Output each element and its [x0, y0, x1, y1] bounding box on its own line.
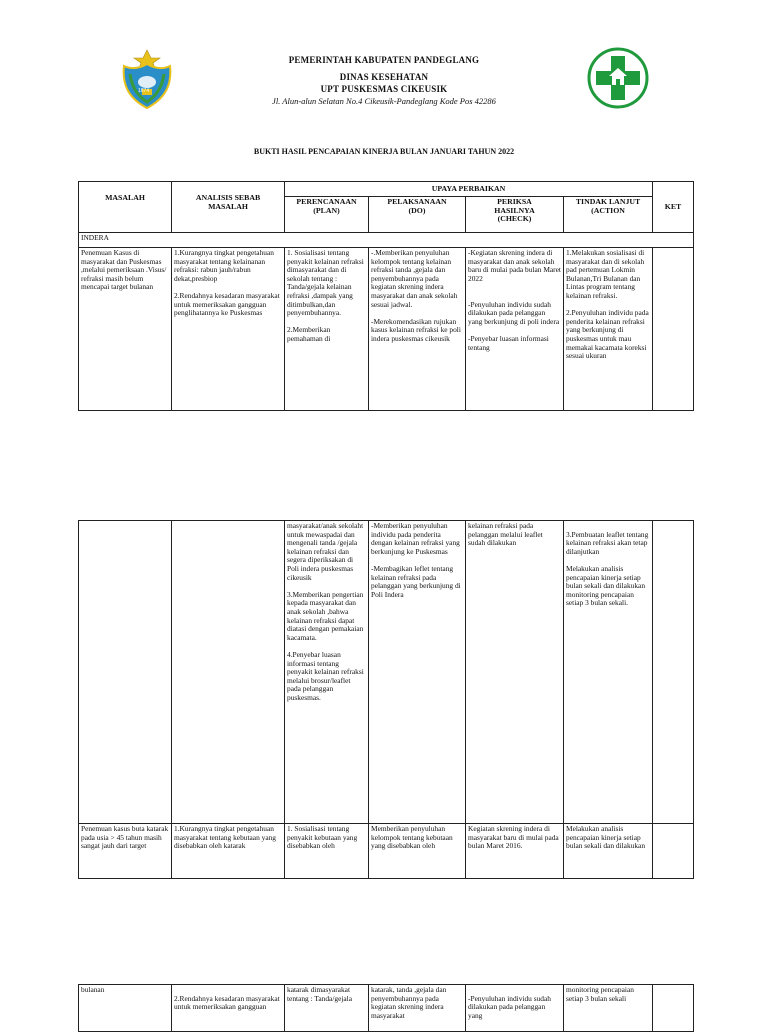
- left-logo-year: 1874: [138, 88, 150, 94]
- cell-plan: masyarakat/anak sekolaht untuk mewaspadai dan mengenali tanda /gejala kelainan refraksi dan segera diperiksakan di Poli indera puskesmas cikeusik 3.Memberikan pengertian kepada masyarakat dan anak sekolah ,bahwa kelainan refraksi dapat diatasi dengan pemakaian kacamata. 4.Penyebar luasan informasi tentang penyakit kelainan refraksi melalui brosur/leaflet pada pelanggan puskesmas.: [285, 521, 369, 824]
- table-page-1: [78, 181, 694, 411]
- cell-analisis: [172, 521, 285, 824]
- cell-masalah: bulanan: [79, 985, 172, 1032]
- cell-plan: 1. Sosialisasi tentang penyakit kebutaan yang disebabkan oleh: [285, 824, 369, 879]
- cell-masalah: Penemuan kasus buta katarak pada usia > 45 tahun masih sangat jauh dari target: [79, 824, 172, 879]
- header-analisis: ANALISIS SEBAB MASALAH: [172, 182, 285, 233]
- cell-action: 1.Melakukan sosialisasi di masyarakat dan di sekolah pad pertemuan Lokmin Bulanan,Tri Bulanan dan Lintas program tentang kelainan refraksi. 2.Penyuluhan individu pada penderita kelainan refraksi yang berkunjung di puskesmas untuk mau memakai kacamata koreksi sesuai ukuran: [564, 248, 653, 411]
- header-do: PELAKSANAAN (DO): [369, 197, 466, 233]
- cell-plan: katarak dimasyarakat tentang : Tanda/gejala: [285, 985, 369, 1032]
- header-action: TINDAK LANJUT (ACTION: [564, 197, 653, 233]
- cell-do: -.Memberikan penyuluhan kelompok tentang kelainan refraksi tanda ,gejala dan penyembuhannya pada kegiatan skrening indera masyarakat dan anak sekolah sesuai jadwal. -Merekomendasikan rujukan kasus kelainan refraksi ke poli indera puskesmas cikeusik: [369, 248, 466, 411]
- header-check: PERIKSA HASILNYA (CHECK): [466, 197, 564, 233]
- cell-action: Melakukan analisis pencapaian kinerja setiap bulan sekali dan dilakukan: [564, 824, 653, 879]
- table-page-2: [78, 520, 694, 879]
- header-masalah: MASALAH: [79, 182, 172, 233]
- cell-ket: [653, 521, 694, 824]
- cell-do: katarak, tanda ,gejala dan penyembuhannya pada kegiatan skrening indera masyarakat: [369, 985, 466, 1032]
- header-ket: KET: [653, 182, 694, 233]
- cell-analisis: 2.Rendahnya kesadaran masyarakat untuk memeriksakan gangguan: [172, 985, 285, 1032]
- cell-check: Kegiatan skrening indera di masyarakat baru di mulai pada bulan Maret 2016.: [466, 824, 564, 879]
- cell-analisis: 1.Kurangnya tingkat pengetahuan masyarakat tentang kelainanan refraksi: rabun jauh/rabun dekat,presbiop 2.Rendahnya kesadaran masyarakat untuk memeriksakan gangguan penglihatannya ke Puskesmas: [172, 248, 285, 411]
- header-address: Jl. Alun-alun Selatan No.4 Cikeusik-Pandeglang Kode Pos 42286: [272, 96, 496, 106]
- cell-do: Memberikan penyuluhan kelompok tentang kebutaan yang disebabkan oleh: [369, 824, 466, 879]
- header-line-1: PEMERINTAH KABUPATEN PANDEGLANG: [288, 55, 480, 65]
- cell-check: -Kegiatan skrening indera di masyarakat dan anak sekolah baru di mulai pada bulan Maret 2022 -Penyuluhan individu sudah dilakukan pada pelanggan yang berkunjung di poli indera -Penyebar luasan informasi tentang: [466, 248, 564, 411]
- cell-analisis: 1.Kurangnya tingkat pengetahuan masyarakat tentang kebutaan yang disebabkan oleh katarak: [172, 824, 285, 879]
- header-plan: PERENCANAAN (PLAN): [285, 197, 369, 233]
- header-line-2: DINAS KESEHATAN: [339, 72, 429, 82]
- cell-check: -Penyuluhan individu sudah dilakukan pada pelanggan yang: [466, 985, 564, 1032]
- cell-do: -Memberikan penyuluhan individu pada penderita dengan kelainan refraksi yang berkunjung ke Puskesmas -Membagikan leflet tentang kelainan refraksi pada pelanggan yang berkunjung di Poli Indera: [369, 521, 466, 824]
- cell-masalah: Penemuan Kasus di masyarakat dan Puskesmas ,melalui pemeriksaan .Visus/ refraksi masih belum mencapai target bulanan: [79, 248, 172, 411]
- cell-ket: [653, 985, 694, 1032]
- cell-masalah: [79, 521, 172, 824]
- cell-ket: [653, 248, 694, 411]
- header-upaya: UPAYA PERBAIKAN: [285, 182, 653, 197]
- cell-ket: [653, 824, 694, 879]
- cell-action: monitoring pencapaian setiap 3 bulan sekali: [564, 985, 653, 1032]
- cell-plan: 1. Sosialisasi tentang penyakit kelainan refraksi dimasyarakat dan di sekolah tentang : Tanda/gejala kelainan refraksi ,dampak yang ditimbulkan,dan penyembuhannya. 2.Memberikan pemahaman di: [285, 248, 369, 411]
- section-label: INDERA: [79, 233, 694, 248]
- header-line-3: UPT PUSKESMAS CIKEUSIK: [320, 84, 448, 94]
- table-page-3: [78, 984, 694, 1032]
- document-title: BUKTI HASIL PENCAPAIAN KINERJA BULAN JANUARI TAHUN 2022: [253, 147, 515, 156]
- cell-check: kelainan refraksi pada pelanggan melalui leaflet sudah dilakukan: [466, 521, 564, 824]
- cell-action: 3.Pembuatan leaflet tentang kelainan refraksi akan tetap dilanjutkan Melakukan analisis pencapaian kinerja setiap bulan sekali dan dilakukan monitoring pencapaian setiap 3 bulan sekali.: [564, 521, 653, 824]
